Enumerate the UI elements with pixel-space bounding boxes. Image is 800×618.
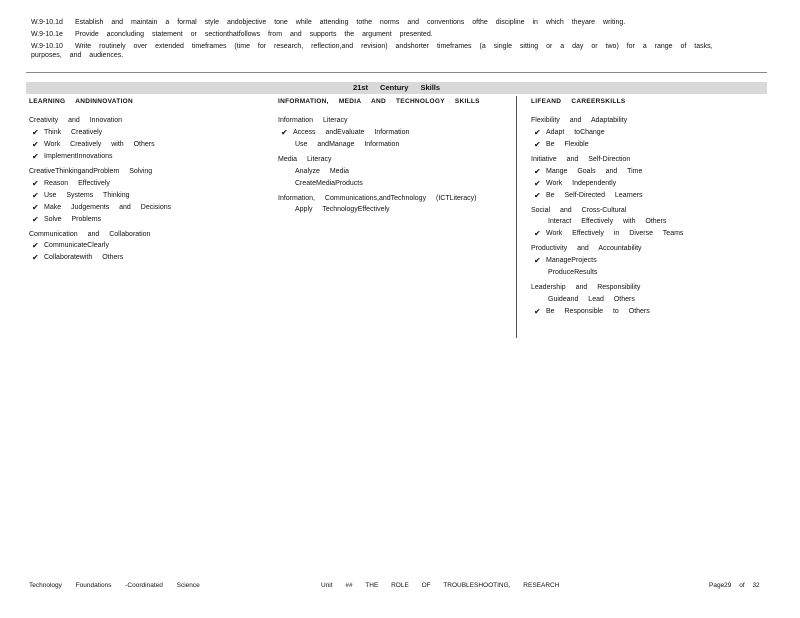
check-icon: ✔ bbox=[32, 178, 39, 188]
standard-code: W.9-10.10 bbox=[31, 43, 63, 50]
skill-item-label: Analyze Media bbox=[295, 167, 349, 175]
check-icon: ✔ bbox=[32, 214, 39, 224]
footer-page-number: Page29 of 32 bbox=[709, 582, 760, 589]
check-icon: ✔ bbox=[32, 127, 39, 137]
check-icon: ✔ bbox=[32, 202, 39, 212]
standard-w-9-10-10 bbox=[31, 43, 771, 61]
skill-item-label: Make Judgements and Decisions bbox=[44, 203, 172, 211]
skill-item-label: Work Effectively in Diverse Teams bbox=[546, 230, 684, 238]
skill-item-label: Be Flexible bbox=[546, 140, 589, 148]
check-icon: ✔ bbox=[534, 306, 541, 316]
standard-code: W.9-10.1d bbox=[31, 19, 63, 26]
skill-item bbox=[531, 255, 761, 267]
skills-band-title: 21st Century Skills bbox=[26, 82, 767, 94]
skill-item-label: Collaboratewith Others bbox=[44, 254, 124, 262]
skill-group bbox=[278, 156, 508, 190]
skill-group bbox=[278, 195, 508, 217]
skill-item-label: ManageProjects bbox=[546, 257, 597, 265]
skill-group-title: CreativeThinkingandProblem Solving bbox=[29, 167, 153, 175]
column-heading: LEARNING ANDINNOVATION bbox=[29, 98, 134, 105]
skill-item bbox=[29, 202, 269, 214]
skill-item bbox=[29, 240, 269, 252]
standard-text: Write routinely over extended timeframes (time for research, reflection,and revision) andshorter timeframes (a single sitting or a day or two) for a range of tasks, bbox=[75, 43, 713, 50]
skill-group-title: Communication and Collaboration bbox=[29, 230, 151, 238]
skill-item bbox=[531, 139, 761, 151]
check-icon: ✔ bbox=[32, 241, 39, 251]
check-icon: ✔ bbox=[534, 256, 541, 266]
skill-item bbox=[531, 166, 761, 178]
skill-group bbox=[29, 168, 269, 226]
check-icon: ✔ bbox=[534, 229, 541, 239]
skill-item-label: ImplementInnovations bbox=[44, 152, 113, 160]
skill-group bbox=[531, 156, 761, 202]
skill-item-label: Solve Problems bbox=[44, 215, 102, 223]
check-icon: ✔ bbox=[534, 190, 541, 200]
skill-group bbox=[531, 207, 761, 241]
skill-item bbox=[29, 151, 269, 163]
skill-group-title: Media Literacy bbox=[278, 155, 332, 163]
check-icon: ✔ bbox=[32, 151, 39, 161]
skill-group bbox=[531, 245, 761, 279]
check-icon: ✔ bbox=[32, 139, 39, 149]
skill-item-label: Work Creatively with Others bbox=[44, 140, 155, 148]
skill-item-label: CreateMediaProducts bbox=[295, 179, 363, 187]
skills-column-information bbox=[278, 98, 508, 221]
skill-group-title: Productivity and Accountability bbox=[531, 245, 642, 253]
standard-text: Provide aconcluding statement or sectionthatfollows from and supports the argument presented. bbox=[75, 31, 433, 38]
skill-item bbox=[29, 178, 269, 190]
skill-item bbox=[278, 166, 508, 178]
skill-item-label: Mange Goals and Time bbox=[546, 167, 643, 175]
skill-group-title: Information, Communications,andTechnology (ICTLiteracy) bbox=[278, 194, 477, 202]
skill-item bbox=[29, 139, 269, 151]
skill-item-label: Be Self-Directed Learners bbox=[546, 191, 643, 199]
skill-item bbox=[531, 190, 761, 202]
check-icon: ✔ bbox=[534, 139, 541, 149]
skill-item-label: ProduceResults bbox=[548, 269, 598, 277]
skill-group-title: Leadership and Responsibility bbox=[531, 284, 641, 292]
skill-item-label: Use Systems Thinking bbox=[44, 191, 130, 199]
skill-item bbox=[29, 214, 269, 226]
section-rule bbox=[26, 72, 767, 73]
skill-item bbox=[531, 216, 761, 228]
skill-group bbox=[278, 117, 508, 151]
skill-item-label: CommunicateClearly bbox=[44, 242, 109, 250]
skill-item-label: Access andEvaluate Information bbox=[293, 128, 410, 136]
column-heading: LIFEAND CAREERSKILLS bbox=[531, 98, 626, 105]
skill-item-label: Think Creatively bbox=[44, 128, 103, 136]
standard-code: W.9-10.1e bbox=[31, 31, 63, 38]
skill-group bbox=[531, 117, 761, 151]
skill-item bbox=[278, 178, 508, 190]
skill-item-label: Apply TechnologyEffectively bbox=[295, 206, 390, 214]
skill-item-label: Be Responsible to Others bbox=[546, 307, 650, 315]
check-icon: ✔ bbox=[32, 190, 39, 200]
skill-item bbox=[531, 267, 761, 279]
check-icon: ✔ bbox=[534, 127, 541, 137]
skill-group-title: Flexibility and Adaptability bbox=[531, 117, 628, 125]
standard-continuation: purposes, and audiences. bbox=[31, 51, 124, 59]
check-icon: ✔ bbox=[32, 253, 39, 263]
column-heading: INFORMATION, MEDIA AND TECHNOLOGY SKILLS bbox=[278, 98, 480, 105]
skill-item bbox=[29, 190, 269, 202]
standard-w-9-10-1d bbox=[31, 19, 771, 28]
skill-group-title: Initiative and Self-Direction bbox=[531, 155, 631, 163]
skill-item-label: Use andManage Information bbox=[295, 140, 400, 148]
skill-group-title: Information Literacy bbox=[278, 117, 348, 125]
check-icon: ✔ bbox=[534, 166, 541, 176]
skill-item-label: Work Independently bbox=[546, 179, 617, 187]
skill-item bbox=[531, 306, 761, 318]
standard-text: Establish and maintain a formal style andobjective tone while attending tothe norms and conventions ofthe discipline in which theyare writing. bbox=[75, 19, 626, 26]
skill-item-label: Reason Effectively bbox=[44, 179, 110, 187]
skill-item bbox=[531, 294, 761, 306]
check-icon: ✔ bbox=[534, 178, 541, 188]
skills-column-learning bbox=[29, 98, 269, 269]
skill-group-title: Creativity and Innovation bbox=[29, 117, 123, 125]
skill-item bbox=[29, 252, 269, 264]
check-icon: ✔ bbox=[281, 127, 288, 137]
footer-unit: Unit ## THE ROLE OF TROUBLESHOOTING, RESEARCH bbox=[321, 582, 560, 589]
skill-item-label: Guideand Lead Others bbox=[548, 295, 635, 303]
skill-item-label: Interact Effectively with Others bbox=[548, 218, 667, 226]
skill-group bbox=[29, 117, 269, 163]
skill-group bbox=[29, 231, 269, 265]
standard-w-9-10-1e bbox=[31, 31, 771, 40]
skill-item bbox=[278, 127, 508, 139]
skill-item bbox=[278, 139, 508, 151]
skill-item-label: Adapt toChange bbox=[546, 128, 605, 136]
skill-item bbox=[29, 127, 269, 139]
footer-course: Technology Foundations -Coordinated Science bbox=[29, 582, 200, 589]
skill-item bbox=[531, 127, 761, 139]
skill-group bbox=[531, 284, 761, 318]
column-divider bbox=[516, 96, 517, 338]
skill-item bbox=[531, 228, 761, 240]
skill-item bbox=[278, 204, 508, 216]
skill-group-title: Social and Cross-Cultural bbox=[531, 206, 627, 214]
skill-item bbox=[531, 178, 761, 190]
skills-column-life-career bbox=[531, 98, 761, 323]
